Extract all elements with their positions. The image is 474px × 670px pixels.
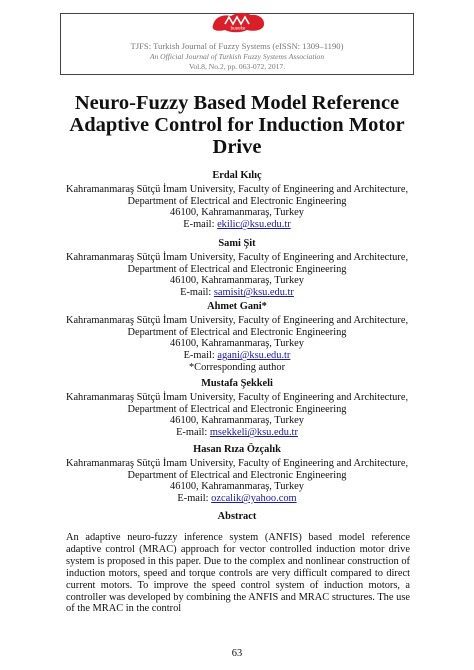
journal-name: TJFS: Turkish Journal of Fuzzy Systems: [130, 41, 271, 51]
author-email-line: [30, 427, 444, 439]
author-department: Department of Electrical and Electronic Engineering: [127, 195, 347, 207]
author-email-line: [30, 219, 444, 231]
author-affiliation: Kahramanmaraş Sütçü İmam University, Faculty of Engineering and Architecture,: [65, 314, 409, 326]
journal-issn: (eISSN: 1309–1190): [272, 41, 344, 51]
email-label: E-mail:: [177, 493, 212, 505]
author-name: Ahmet Gani*: [207, 301, 267, 312]
email-label: E-mail:: [176, 427, 210, 439]
author-name: Mustafa Şekkeli: [201, 378, 273, 389]
author-address: 46100, Kahramanmaraş, Turkey: [170, 415, 304, 427]
author-affiliation: Kahramanmaraş Sütçü İmam University, Faculty of Engineering and Architecture,: [65, 183, 409, 195]
paper-title: [40, 92, 434, 158]
author-address: 46100, Kahramanmaraş, Turkey: [170, 481, 304, 493]
author-department: Department of Electrical and Electronic Engineering: [127, 403, 347, 415]
author-department: Department of Electrical and Electronic Engineering: [127, 469, 347, 481]
author-email-line: [30, 350, 444, 362]
svg-text:bueeke: bueeke: [230, 25, 246, 31]
journal-volume: Vol.8, No.2, pp. 063-072, 2017.: [188, 62, 286, 71]
email-label: E-mail:: [180, 287, 214, 299]
author-name: Erdal Kılıç: [212, 170, 262, 181]
author-block: [30, 378, 444, 439]
author-name: Hasan Rıza Özçalık: [193, 444, 281, 455]
author-block: [30, 170, 444, 231]
author-block: [30, 238, 444, 299]
abstract-heading: Abstract: [217, 511, 257, 522]
author-affiliation: Kahramanmaraş Sütçü İmam University, Faculty of Engineering and Architecture,: [65, 251, 409, 263]
email-label: E-mail:: [183, 350, 218, 362]
author-affiliation: Kahramanmaraş Sütçü İmam University, Faculty of Engineering and Architecture,: [65, 457, 409, 469]
journal-title-line: [61, 41, 413, 51]
author-name: Sami Şit: [218, 238, 256, 249]
author-email-link[interactable]: samisit@ksu.edu.tr: [213, 287, 294, 299]
author-affiliation: Kahramanmaraş Sütçü İmam University, Faculty of Engineering and Architecture,: [65, 391, 409, 403]
journal-header-box: [60, 13, 414, 75]
author-address: 46100, Kahramanmaraş, Turkey: [170, 338, 304, 350]
corresponding-author-note: *Corresponding author: [188, 361, 286, 373]
author-email-link[interactable]: msekkeli@ksu.edu.tr: [209, 427, 298, 439]
author-email-line: [30, 493, 444, 505]
author-block: [30, 444, 444, 505]
author-email-line: [30, 287, 444, 299]
email-label: E-mail:: [183, 219, 218, 231]
author-block: [30, 301, 444, 374]
author-address: 46100, Kahramanmaraş, Turkey: [170, 275, 304, 287]
title-line-1: Neuro-Fuzzy Based Model Reference: [74, 92, 400, 114]
author-department: Department of Electrical and Electronic Engineering: [127, 326, 347, 338]
author-address: 46100, Kahramanmaraş, Turkey: [170, 207, 304, 219]
page-number: 63: [231, 648, 243, 659]
abstract-text: An adaptive neuro-fuzzy inference system (ANFIS) based model reference adaptive control (MRAC) approach for vector controlled induction motor drive system is proposed in this paper. Due to the complex and nonlinear construction of induction motors, speed and torque controls are very difficult compared to direct current motors. To improve the speed control system of induction motors, a controller was developed by combining the ANFIS and MRAC structures. The use of the MRAC in the control: [66, 532, 410, 615]
title-line-3: Drive: [212, 136, 262, 158]
journal-logo: [209, 11, 267, 33]
author-email-link[interactable]: ozcalik@yahoo.com: [211, 493, 297, 505]
journal-association: An Official Journal of Turkish Fuzzy Systems Association: [149, 52, 325, 61]
author-email-link[interactable]: agani@ksu.edu.tr: [217, 350, 291, 362]
author-email-link[interactable]: ekilic@ksu.edu.tr: [217, 219, 291, 231]
title-line-2: Adaptive Control for Induction Motor: [69, 114, 405, 136]
author-department: Department of Electrical and Electronic Engineering: [127, 263, 347, 275]
